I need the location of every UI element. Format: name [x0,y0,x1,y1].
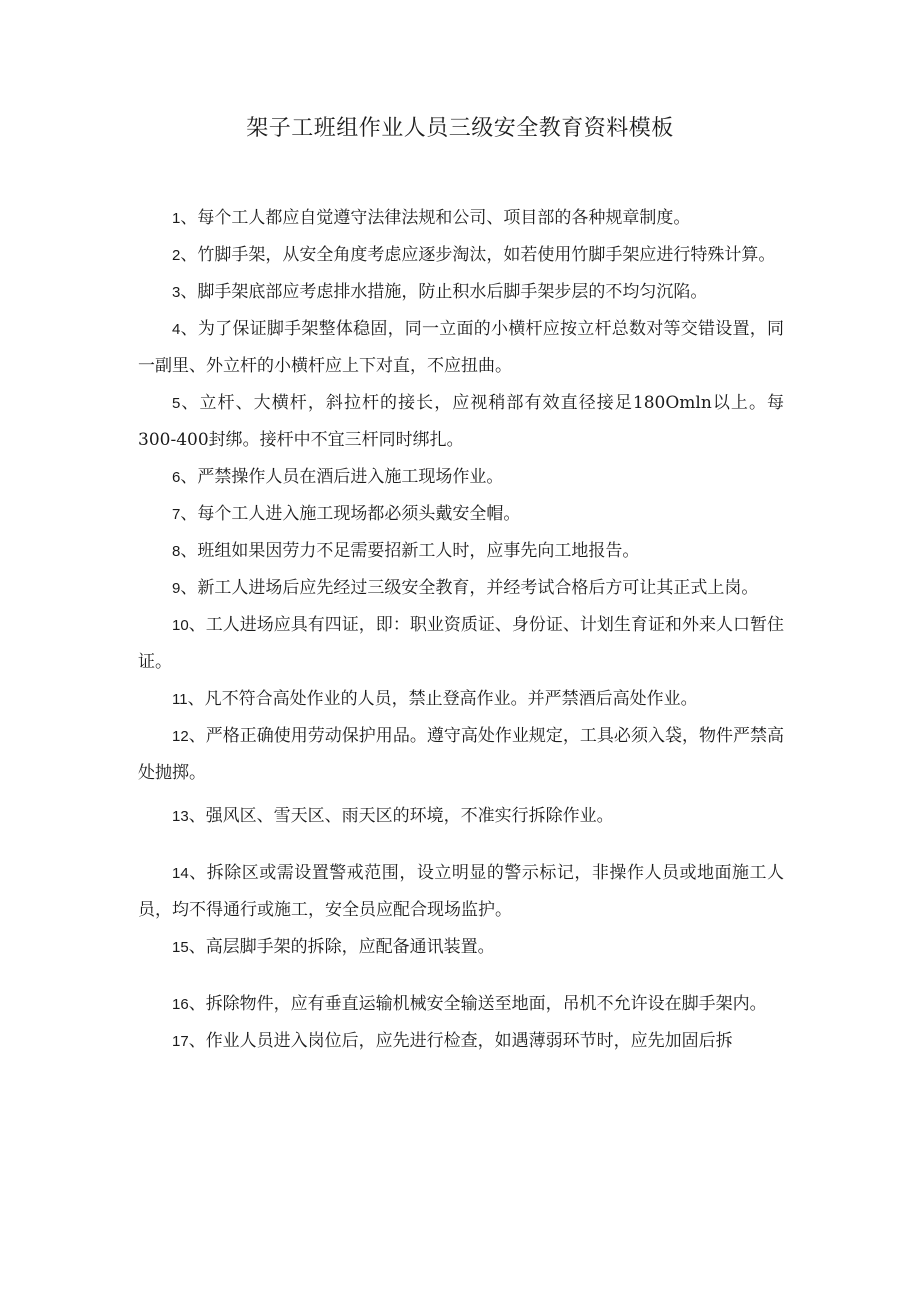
item-text: 高层脚手架的拆除，应配备通讯装置。 [205,937,495,957]
item-text: 每个工人进入施工现场都必须头戴安全帽。 [197,504,521,524]
list-item [138,929,784,966]
item-number: 8 [172,543,181,560]
item-separator: 、 [180,578,198,598]
list-item [138,385,784,459]
item-number: 11 [172,691,188,708]
item-separator: 、 [188,994,206,1014]
item-separator: 、 [188,615,206,635]
item-number: 15 [172,939,189,956]
item-text: 脚手架底部应考虑排水措施，防止积水后脚手架步层的不均匀沉陷。 [197,282,708,302]
list-item [138,237,784,274]
item-separator: 、 [188,937,206,957]
item-text: 工人进场应具有四证，即：职业资质证、身份证、计划生育证和外来人口暂住证。 [138,615,785,672]
item-text: 每个工人都应自觉遵守法律法规和公司、项目部的各种规章制度。 [197,208,691,228]
list-item [138,607,784,681]
item-number: 7 [172,506,181,523]
list-item [138,274,784,311]
list-item [138,459,784,496]
list-item [138,798,784,835]
list-item [138,200,784,237]
item-separator: 、 [188,1031,206,1051]
item-text: 严禁操作人员在酒后进入施工现场作业。 [197,467,504,487]
item-text: 严格正确使用劳动保护用品。遵守高处作业规定，工具必须入袋，物件严禁高处抛掷。 [138,726,785,783]
item-separator: 、 [180,393,200,413]
item-separator: 、 [188,863,207,883]
item-separator: 、 [187,689,205,709]
list-item [138,855,784,929]
list-item [138,1023,784,1060]
item-text: 作业人员进入岗位后，应先进行检查，如遇薄弱环节时，应先加固后拆 [205,1031,733,1051]
list-item [138,496,784,533]
item-text: 为了保证脚手架整体稳固，同一立面的小横杆应按立杆总数对等交错设置，同一副里、外立杆的小横杆应上下对直，不应扭曲。 [138,319,785,376]
item-separator: 、 [180,541,198,561]
item-text: 凡不符合高处作业的人员，禁止登高作业。并严禁酒后高处作业。 [204,689,698,709]
list-item [138,570,784,607]
item-number: 6 [172,469,181,486]
item-text: 竹脚手架，从安全角度考虑应逐步淘汰，如若使用竹脚手架应进行特殊计算。 [197,245,776,265]
item-text: 强风区、雪天区、雨天区的环境，不准实行拆除作业。 [205,806,614,826]
item-separator: 、 [180,208,198,228]
list-item [138,986,784,1023]
item-separator: 、 [188,806,206,826]
item-number: 4 [172,321,181,338]
item-number: 1 [172,210,181,227]
item-number: 14 [172,865,189,882]
item-number: 9 [172,580,181,597]
item-number: 3 [172,284,181,301]
document-title: 架子工班组作业人员三级安全教育资料模板 [246,116,674,141]
item-number: 13 [172,808,189,825]
item-number: 5 [172,395,181,412]
list-item [138,681,784,718]
item-separator: 、 [180,245,198,265]
item-separator: 、 [188,726,206,746]
list-item [138,311,784,385]
item-number: 16 [172,996,189,1013]
item-text: 立杆、大横杆，斜拉杆的接长，应视稍部有效直径接足180Omln以上。每300-400封绑。接杆中不宜三杆同时绑扎。 [138,393,785,450]
document-body [138,200,784,1060]
item-text: 新工人进场后应先经过三级安全教育，并经考试合格后方可让其正式上岗。 [197,578,759,598]
item-number: 12 [172,728,189,745]
item-number: 17 [172,1033,189,1050]
item-text: 拆除物件，应有垂直运输机械安全输送至地面，吊机不允许设在脚手架内。 [205,994,767,1014]
item-separator: 、 [180,467,198,487]
item-separator: 、 [180,282,198,302]
item-text: 拆除区或需设置警戒范围，设立明显的警示标记，非操作人员或地面施工人员，均不得通行或施工，安全员应配合现场监护。 [138,863,785,920]
list-item [138,718,784,792]
item-text: 班组如果因劳力不足需要招新工人时，应事先向工地报告。 [197,541,640,561]
item-separator: 、 [180,319,198,339]
list-item [138,533,784,570]
item-number: 10 [172,617,189,634]
item-separator: 、 [180,504,198,524]
item-number: 2 [172,247,181,264]
